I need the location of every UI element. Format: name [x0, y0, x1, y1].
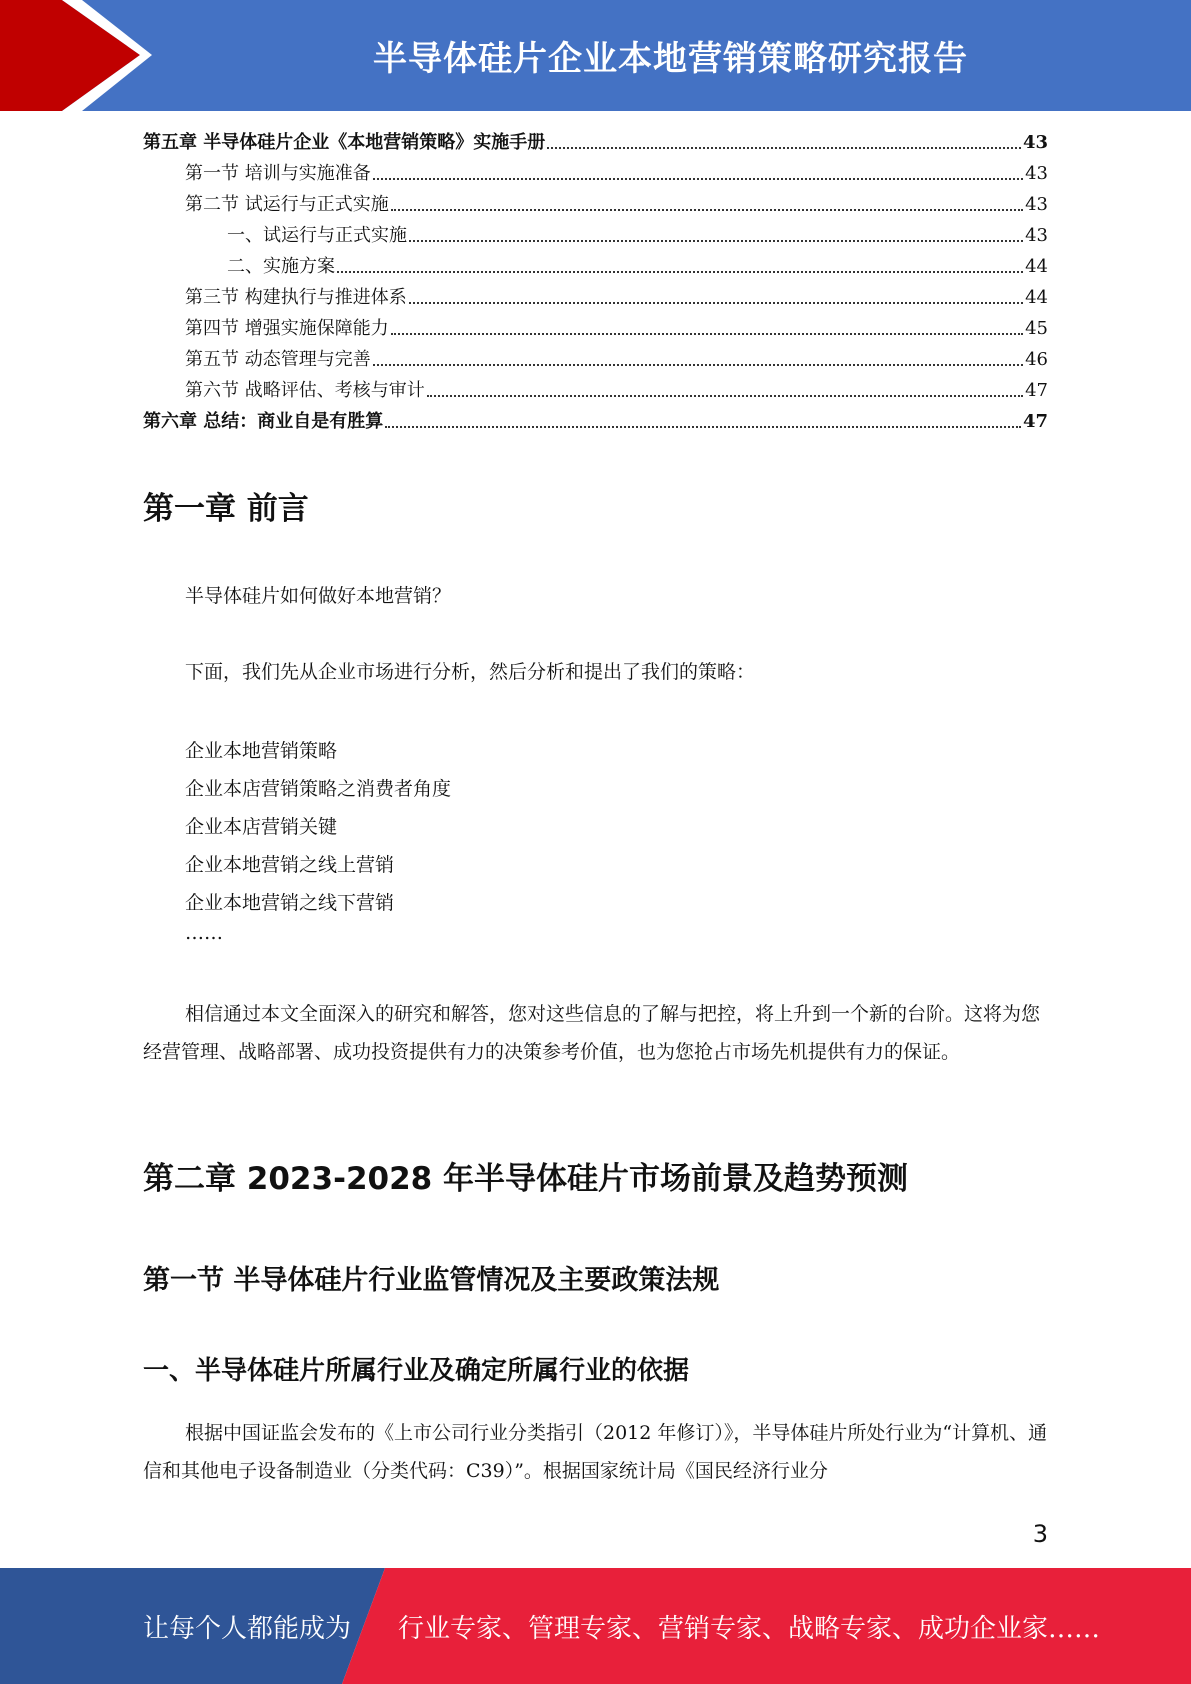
- toc-entry-page: 47: [1022, 411, 1048, 432]
- toc-entry-text: 第二节 试运行与正式实施: [185, 194, 389, 215]
- list-item: 企业本地营销之线上营销: [185, 854, 395, 876]
- toc-entry-text: 第五章 半导体硅片企业《本地营销策略》实施手册: [143, 132, 546, 153]
- toc-entry-page: 45: [1025, 318, 1048, 339]
- toc-entry-page: 43: [1025, 194, 1048, 215]
- body-paragraph: 下面，我们先从企业市场进行分析，然后分析和提出了我们的策略：: [185, 661, 756, 683]
- toc-leader-dots: [385, 426, 1021, 428]
- toc-entry-text: 第五节 动态管理与完善: [185, 349, 371, 370]
- footer-slogan-left: 让每个人都能成为: [143, 1613, 352, 1644]
- toc-entry[interactable]: [143, 406, 1048, 437]
- toc-leader-dots: [409, 240, 1023, 242]
- toc-entry[interactable]: [143, 220, 1048, 251]
- toc-leader-dots: [391, 209, 1023, 211]
- toc-leader-dots: [373, 364, 1023, 366]
- toc-leader-dots: [409, 302, 1023, 304]
- toc-entry-text: 第四节 增强实施保障能力: [185, 318, 389, 339]
- list-item: 企业本地营销之线下营销: [185, 892, 395, 914]
- toc-leader-dots: [337, 271, 1023, 273]
- toc-entry[interactable]: [143, 189, 1048, 220]
- body-paragraph: 半导体硅片如何做好本地营销？: [185, 585, 452, 607]
- toc-entry-page: 43: [1025, 163, 1048, 184]
- toc-entry[interactable]: [143, 158, 1048, 189]
- footer-slogan-right: 行业专家、管理专家、营销专家、战略专家、成功企业家……: [398, 1613, 1101, 1644]
- list-item: ……: [185, 922, 223, 944]
- list-item: 企业本地营销策略: [185, 740, 338, 762]
- list-item: 企业本店营销策略之消费者角度: [185, 778, 452, 800]
- toc-entry-page: 43: [1025, 225, 1048, 246]
- toc-entry-text: 第一节 培训与实施准备: [185, 163, 371, 184]
- header-banner: [0, 0, 1191, 111]
- toc-leader-dots: [547, 147, 1021, 149]
- report-title: 半导体硅片企业本地营销策略研究报告: [373, 39, 968, 79]
- toc-leader-dots: [373, 178, 1023, 180]
- body-paragraph: 相信通过本文全面深入的研究和解答，您对这些信息的了解与把控，将上升到一个新的台阶。这将为您经营管理、战略部署、成功投资提供有力的决策参考价值，也为您抢占市场先机提供有力的保证。: [143, 1003, 1041, 1063]
- toc-entry-page: 46: [1025, 349, 1048, 370]
- list-item: 企业本店营销关键: [185, 816, 338, 838]
- toc-entry[interactable]: [143, 375, 1048, 406]
- toc-entry-text: 二、实施方案: [227, 256, 335, 277]
- toc-entry-page: 43: [1022, 132, 1048, 153]
- page-number: 3: [1032, 1520, 1048, 1548]
- toc-entry-text: 第六章 总结：商业自是有胜算: [143, 411, 384, 432]
- toc-entry-text: 一、试运行与正式实施: [227, 225, 407, 246]
- toc-entry[interactable]: [143, 313, 1048, 344]
- section-heading: 第一节 半导体硅片行业监管情况及主要政策法规: [143, 1265, 720, 1296]
- toc-entry-page: 47: [1025, 380, 1048, 401]
- toc-leader-dots: [427, 395, 1023, 397]
- toc-entry[interactable]: [143, 127, 1048, 158]
- toc-entry-text: 第三节 构建执行与推进体系: [185, 287, 407, 308]
- toc-entry[interactable]: [143, 282, 1048, 313]
- footer-banner: [0, 1568, 1191, 1684]
- toc-entry-page: 44: [1025, 287, 1048, 308]
- toc-entry[interactable]: [143, 344, 1048, 375]
- subsection-heading: 一、半导体硅片所属行业及确定所属行业的依据: [143, 1356, 690, 1386]
- toc-leader-dots: [391, 333, 1023, 335]
- chapter-heading: 第二章 2023-2028 年半导体硅片市场前景及趋势预测: [143, 1161, 909, 1197]
- toc-entry-text: 第六节 战略评估、考核与审计: [185, 380, 425, 401]
- table-of-contents: [143, 127, 1048, 437]
- toc-entry-page: 44: [1025, 256, 1048, 277]
- body-paragraph: 根据中国证监会发布的《上市公司行业分类指引（2012 年修订）》，半导体硅片所处行业为“计算机、通信和其他电子设备制造业（分类代码：C39）”。根据国家统计局《国民经济行业分: [143, 1422, 1048, 1482]
- toc-entry[interactable]: [143, 251, 1048, 282]
- chapter-heading: 第一章 前言: [143, 491, 309, 527]
